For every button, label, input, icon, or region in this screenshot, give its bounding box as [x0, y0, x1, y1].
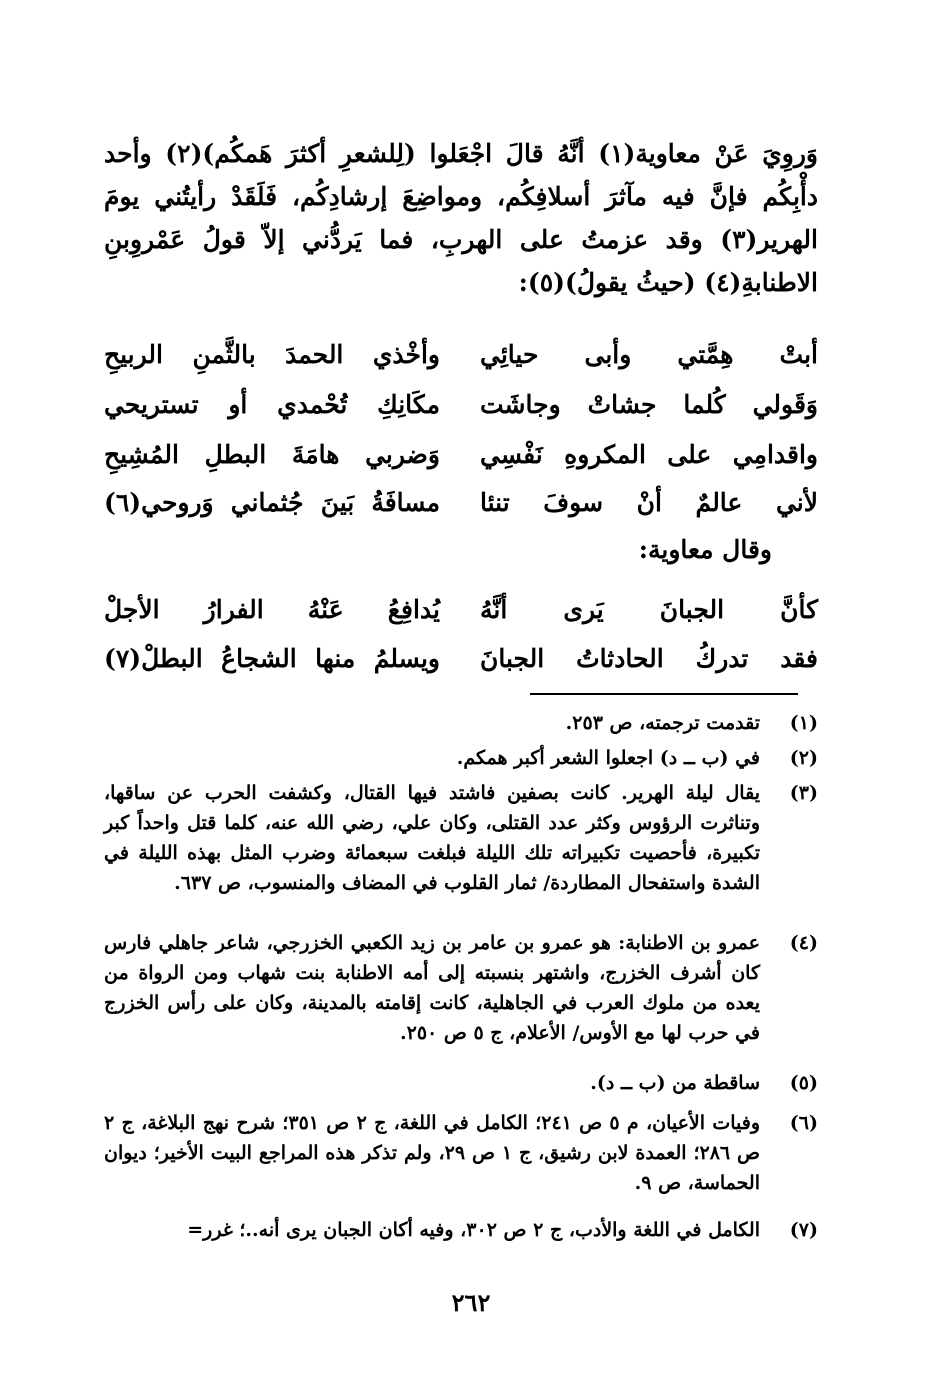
footnote: [104, 1215, 818, 1245]
verse-line: [104, 380, 818, 430]
footnote-text: في (ب ــ د) اجعلوا الشعر أكبر همكم.: [456, 747, 760, 769]
verse-second-hemistich: ويسلمُ منها الشجاعُ البطلْ(٧): [104, 644, 440, 673]
lead-in-line: وقال معاوية:: [638, 535, 772, 564]
verse-second-hemistich: يُدافِعُ عَنْهُ الفرارُ الأجلْ: [104, 595, 440, 624]
verse-second-hemistich: مكَانِكِ تُحْمدي أو تستريحي: [104, 390, 440, 419]
verse-first-hemistich: وَقَولي كُلما جشاتْ وجاشَت: [480, 390, 818, 419]
footnote-text: وفيات الأعيان، م ٥ ص ٢٤١؛ الكامل في اللغة، ج ٢ ص ٣٥١؛ شرح نهج البلاغة، ج ٢ ص ٢٨٦؛ العمدة لابن رشيق، ج ١ ص ٢٩، ولم تذكر هذه المراجع البيت الأخير؛ ديوان الحماسة، ص ٩.: [104, 1112, 761, 1194]
verse-line: [104, 430, 818, 480]
footnote-text: يقال ليلة الهرير. كانت بصفين فاشتد فيها القتال، وكشفت الحرب عن ساقها، وتناثرت الرؤوس وكثر عدد القتلى، وكان علي، رضي الله عنه، كلما قتل واحداً كبر تكبيرة، فأحصيت تكبيراته تلك الليلة فبلغت سبعمائة وضرب المثل بهذه الليلة في الشدة واستفحال المطاردة/ ثمار القلوب في المضاف والمنسوب، ص ٦٣٧.: [104, 782, 760, 894]
verse-first-hemistich: أبتْ هِمَّتي وأبى حيائِي: [480, 340, 818, 369]
footnote-text: الكامل في اللغة والأدب، ج ٢ ص ٣٠٢، وفيه أكان الجبان يرى أنه..؛ غرر=: [187, 1219, 760, 1241]
footnote-number: (٣): [789, 782, 818, 804]
verse-first-hemistich: كأنَّ الجبانَ يَرى أنَّهُ: [480, 595, 818, 624]
verse-first-hemistich: فقد تدركُ الحادثاتُ الجبانَ: [480, 644, 818, 673]
footnote-number: (٤): [789, 932, 818, 954]
footnote: [104, 778, 818, 898]
footnote-number: (١): [789, 712, 818, 734]
verse-first-hemistich: لأني عالمٌ أنْ سوفَ تنئا: [480, 488, 818, 517]
body-paragraph: [104, 132, 818, 304]
footnote: [104, 743, 818, 773]
footnote-number: (٢): [789, 747, 818, 769]
footnote-separator: [530, 693, 798, 695]
verse-line: [104, 478, 818, 528]
footnote-text: عمرو بن الاطنابة: هو عمرو بن عامر بن زيد الكعبي الخزرجي، شاعر جاهلي فارس كان أشرف الخزرج، واشتهر بنسبته إلى أمه الاطنابة بنت شهاب ومن الرواة من يعده من ملوك العرب في الجاهلية، كانت إقامته بالمدينة، وكان على رأس الخزرج في حرب لها مع الأوس/ الأعلام، ج ٥ ص ٢٥٠.: [104, 932, 760, 1044]
footnote-text: تقدمت ترجمته، ص ٢٥٣.: [565, 712, 760, 734]
footnote-number: (٧): [789, 1219, 818, 1241]
footnote-number: (٦): [789, 1112, 818, 1134]
paragraph-text: وَروِيَ عَنْ معاوية(١) أنَّهُ قالَ اجْعَلوا (لِلشعرِ أكثرَ هَمكُم)(٢) وأحد دأْبِكُم فإنَّ فيه مآثرَ أسلافِكُم، ومواضِعَ إرشادِكُم، فَلَقَدْ رأيتُني يومَ الهرير(٣) وقد عزمتُ على الهربِ، فما يَردُّني إلاّ قولُ عَمْروِبنِ الاطنابةِ(٤) (حيثُ يقولُ)(٥):: [104, 139, 818, 297]
footnote-text: ساقطة من (ب ــ د).: [590, 1072, 760, 1094]
verse-line: [104, 330, 818, 380]
verse-second-hemistich: وأخْذي الحمدَ بالثَّمنِ الربيحِ: [104, 340, 440, 369]
page-number: ٢٦٢: [451, 1288, 491, 1317]
verse-first-hemistich: واقدامِي على المكروهِ نَفْسِي: [480, 440, 818, 469]
footnote: [104, 928, 818, 1048]
verse-second-hemistich: وَضربي هامَةَ البطلِ المُشِيحِ: [104, 440, 440, 469]
footnote: [104, 1108, 818, 1198]
verse-line: [104, 634, 818, 684]
verse-second-hemistich: مسافَةُ بَينَ جُثماني وَروحي(٦): [104, 488, 440, 517]
footnote: [104, 1068, 818, 1098]
footnote-number: (٥): [789, 1072, 818, 1094]
footnote: [104, 708, 818, 738]
verse-line: [104, 585, 818, 635]
